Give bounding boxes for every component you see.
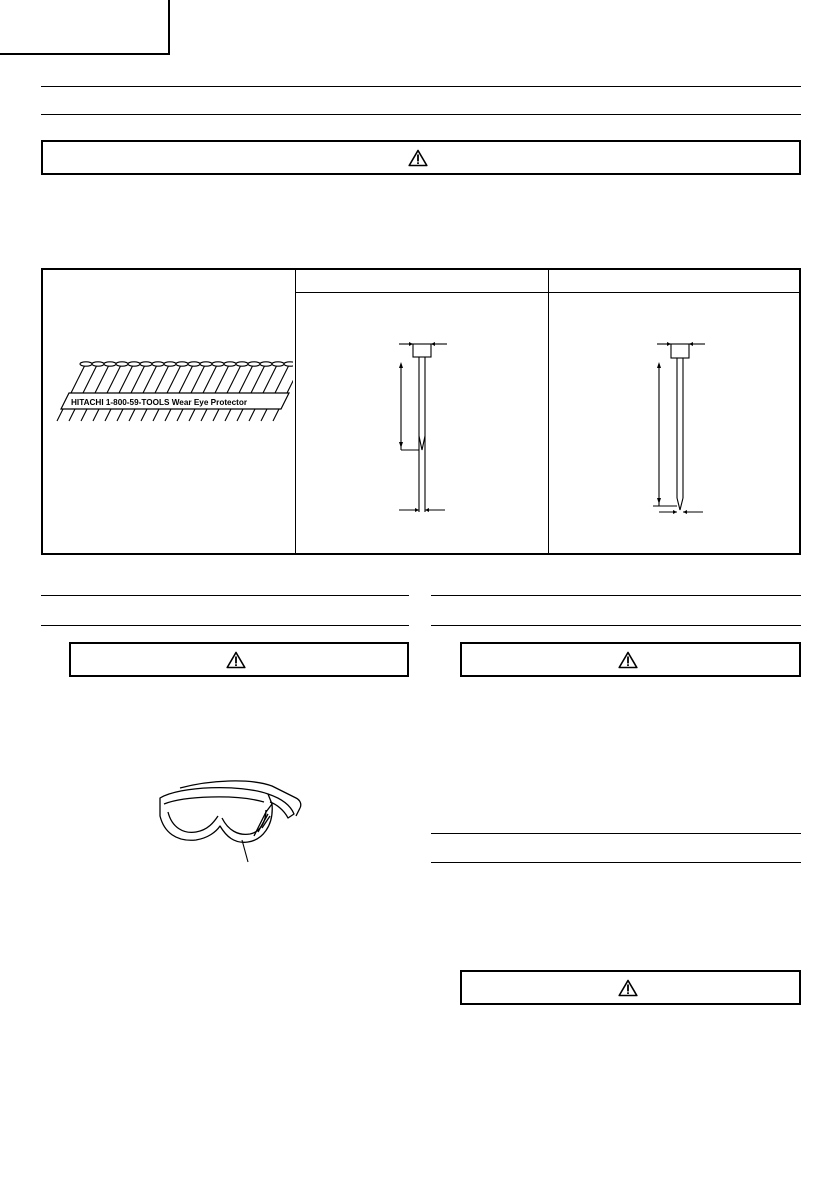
section-left-rule-lower	[41, 625, 409, 626]
nail-strip-print: HITACHI 1-800-59-TOOLS Wear Eye Protector	[71, 398, 248, 407]
language-tab-label	[0, 0, 168, 18]
nail-strip-illustration	[49, 355, 293, 435]
table-column-divider-1	[295, 270, 296, 553]
language-tab	[0, 0, 170, 55]
warning-banner-left	[69, 642, 409, 677]
section-right-rule-lower	[431, 625, 801, 626]
section-top-rule-lower	[41, 114, 801, 115]
safety-glasses-illustration	[150, 770, 310, 870]
section-top-rule-upper	[41, 86, 801, 87]
section-right-lower-rule-lower	[431, 862, 801, 863]
warning-triangle-icon	[618, 979, 638, 997]
section-right-lower-rule-upper	[431, 833, 801, 834]
warning-triangle-icon	[408, 149, 428, 167]
nail-diagram-b	[603, 338, 763, 528]
table-header-divider	[295, 292, 799, 293]
section-left-rule-upper	[41, 595, 409, 596]
section-right-rule-upper	[431, 595, 801, 596]
warning-triangle-icon	[226, 651, 246, 669]
table-column-divider-2	[548, 270, 549, 553]
warning-banner-right	[460, 642, 801, 677]
warning-banner-right-lower	[460, 970, 801, 1005]
warning-banner-top	[41, 140, 801, 175]
warning-triangle-icon	[618, 651, 638, 669]
nail-spec-table	[41, 268, 801, 555]
nail-diagram-a	[343, 332, 503, 522]
